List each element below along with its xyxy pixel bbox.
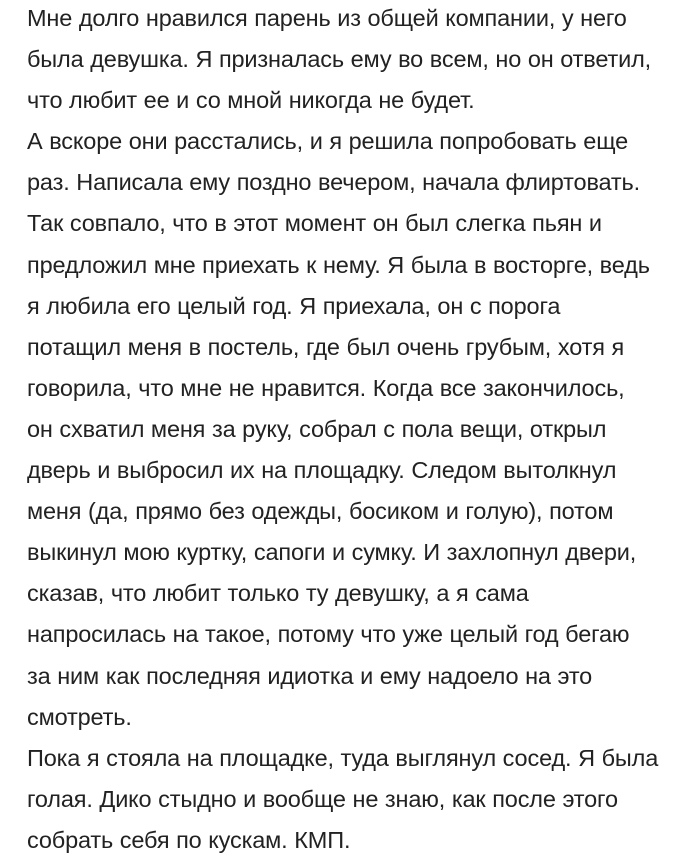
text-line: Так совпало, что в этот момент он был слегка пьян и — [27, 210, 602, 237]
text-line: смотреть. — [27, 703, 132, 730]
text-line: напросилась на такое, потому что уже целый год бегаю — [27, 621, 630, 648]
text-line: Пока я стояла на площадке, туда выглянул сосед. Я была — [27, 744, 659, 771]
text-line: была девушка. Я призналась ему во всем, но он ответил, — [27, 46, 652, 73]
text-line: А вскоре они расстались, и я решила попробовать еще — [27, 128, 629, 155]
text-line: за ним как последняя идиотка и ему надоело на это — [27, 662, 593, 689]
text-line: говорила, что мне не нравится. Когда все закончилось, — [27, 374, 625, 401]
text-line: дверь и выбросил их на площадку. Следом вытолкнул — [27, 457, 617, 484]
text-line: меня (да, прямо без одежды, босиком и голую), потом — [27, 498, 614, 525]
story-lines — [27, 0, 686, 861]
text-line: раз. Написала ему поздно вечером, начала флиртовать. — [27, 169, 640, 196]
text-line: сказав, что любит только ту девушку, а я сама — [27, 580, 529, 607]
text-line: предложил мне приехать к нему. Я была в восторге, ведь — [27, 251, 650, 278]
text-line: голая. Дико стыдно и вообще не знаю, как после этого — [27, 785, 618, 812]
text-line: выкинул мою куртку, сапоги и сумку. И захлопнул двери, — [27, 539, 637, 566]
text-line: потащил меня в постель, где был очень грубым, хотя я — [27, 333, 625, 360]
text-line: он схватил меня за руку, собрал с пола вещи, открыл — [27, 415, 607, 442]
text-line: что любит ее и со мной никогда не будет. — [27, 87, 475, 114]
text-line: я любила его целый год. Я приехала, он с порога — [27, 292, 561, 319]
text-line: собрать себя по кускам. КМП. — [27, 826, 351, 853]
text-line: Мне долго нравился парень из общей компании, у него — [27, 5, 627, 31]
